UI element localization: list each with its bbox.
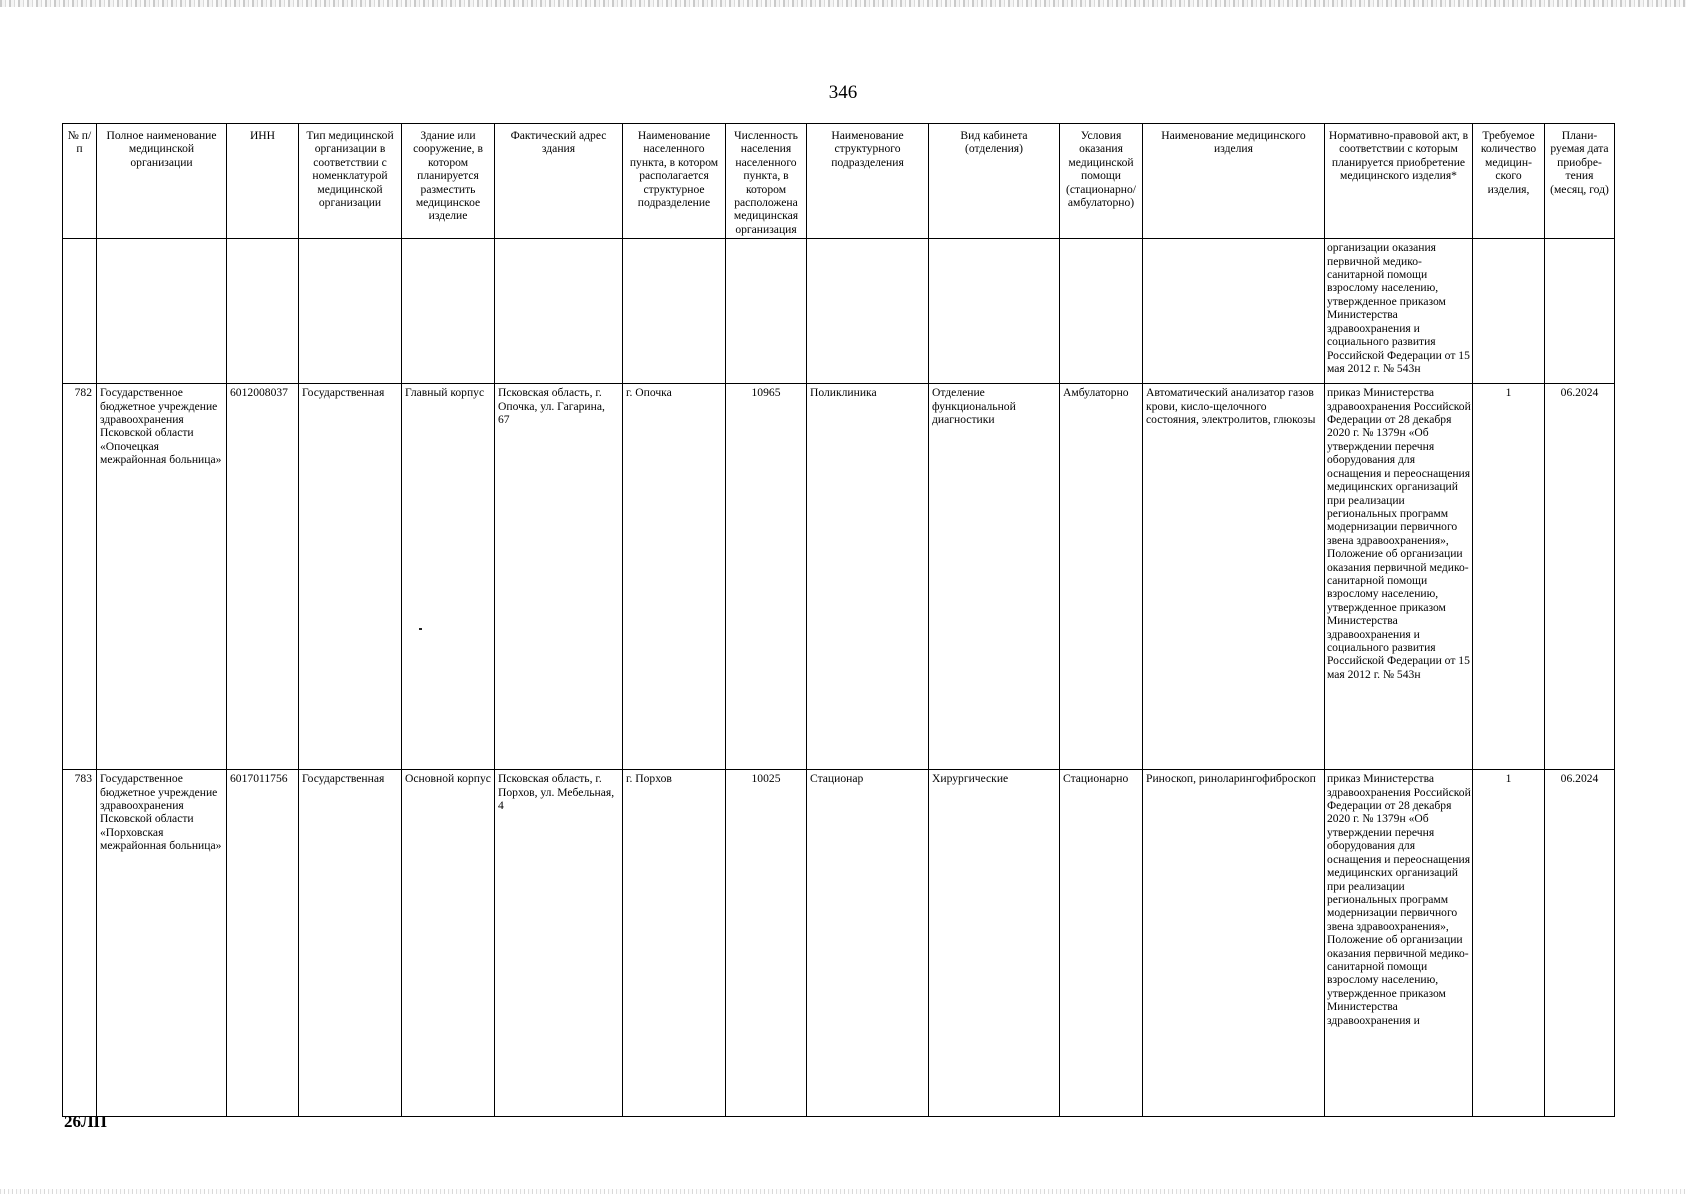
table-cell <box>227 239 299 384</box>
table-cell <box>402 239 495 384</box>
table-header-row <box>63 124 1615 239</box>
cell-building: Основной корпус <box>402 770 495 1117</box>
header-cell-building: Здание или сооружение, в котором планируется разместить медицинское изделие <box>402 124 495 239</box>
table-cell <box>807 239 929 384</box>
cell-date: 06.2024 <box>1545 770 1615 1117</box>
cell-address: Псковская область, г. Порхов, ул. Мебельная, 4 <box>495 770 623 1117</box>
header-cell-subdivision: Наименование структурного подразделения <box>807 124 929 239</box>
header-cell-locality: Наименование населенного пункта, в котором располагается структурное подразделение <box>623 124 726 239</box>
cell-org: Государственное бюджетное учреждение здравоохранения Псковской области «Опочецкая межрайонная больница» <box>97 384 227 770</box>
scan-edge-top <box>0 0 1686 7</box>
header-cell-address: Фактический адрес здания <box>495 124 623 239</box>
cell-type: Государственная <box>299 770 402 1117</box>
cell-org: Государственное бюджетное учреждение здравоохранения Псковской области «Порховская межрайонная больница» <box>97 770 227 1117</box>
cell-qty: 1 <box>1473 770 1545 1117</box>
cell-date: 06.2024 <box>1545 384 1615 770</box>
table-cell <box>97 239 227 384</box>
header-cell-org: Полное наименование медицинской организации <box>97 124 227 239</box>
cell-subdivision: Стационар <box>807 770 929 1117</box>
header-cell-npa: Нормативно-правовой акт, в соответствии с которым планируется приобретение медицинского изделия* <box>1325 124 1473 239</box>
cell-npa-continuation: организации оказания первичной медико-санитарной помощи взрослому населению, утвержденное приказом Министерства здравоохранения и социального развития Российской Федерации от 15 мая 2012 г. № 543н <box>1325 239 1473 384</box>
scan-edge-bottom <box>0 1189 1686 1194</box>
table-cell <box>623 239 726 384</box>
header-cell-inn: ИНН <box>227 124 299 239</box>
cell-conditions: Амбулаторно <box>1060 384 1143 770</box>
table-cell <box>1545 239 1615 384</box>
table-cell <box>1473 239 1545 384</box>
header-cell-type: Тип медицинской организации в соответствии с номенклатурой медицинской организации <box>299 124 402 239</box>
table-cell <box>1060 239 1143 384</box>
header-cell-population: Численность населения населенного пункта, в котором расположена медицинская организация <box>726 124 807 239</box>
header-cell-cabinet: Вид кабинета (отделения) <box>929 124 1060 239</box>
cell-conditions: Стационарно <box>1060 770 1143 1117</box>
cell-address: Псковская область, г. Опочка, ул. Гагарина, 67 <box>495 384 623 770</box>
cell-population: 10025 <box>726 770 807 1117</box>
cell-npa: приказ Министерства здравоохранения Российской Федерации от 28 декабря 2020 г. № 1379н «Об утверждении перечня оборудования для оснащения и переоснащения медицинских организаций при реализации региональных программ модернизации первичного звена здравоохранения», Положение об организации оказания первичной медико-санитарной помощи взрослому населению, утвержденное приказом Министерства здравоохранения и социального развития Российской Федерации от 15 мая 2012 г. № 543н <box>1325 384 1473 770</box>
header-cell-conditions: Условия оказания медицинской помощи (стационарно/ амбулаторно) <box>1060 124 1143 239</box>
cell-device: Риноскоп, риноларингофиброскоп <box>1143 770 1325 1117</box>
table-row-continuation <box>63 239 1615 384</box>
cell-num: 782 <box>63 384 97 770</box>
table-cell <box>63 239 97 384</box>
cell-cabinet: Отделение функциональной диагностики <box>929 384 1060 770</box>
cell-type: Государственная <box>299 384 402 770</box>
table-cell <box>299 239 402 384</box>
cell-population: 10965 <box>726 384 807 770</box>
header-cell-qty: Требуемое количество медицин-ского изделия, <box>1473 124 1545 239</box>
table-cell <box>1143 239 1325 384</box>
table-cell <box>929 239 1060 384</box>
header-cell-date: Плани-руемая дата приобре-тения (месяц, год) <box>1545 124 1615 239</box>
equipment-table <box>62 123 1615 1117</box>
cell-npa: приказ Министерства здравоохранения Российской Федерации от 28 декабря 2020 г. № 1379н «Об утверждении перечня оборудования для оснащения и переоснащения медицинских организаций при реализации региональных программ модернизации первичного звена здравоохранения», Положение об организации оказания первичной медико-санитарной помощи взрослому населению, утвержденное приказом Министерства здравоохранения и <box>1325 770 1473 1117</box>
scan-speck <box>419 628 422 630</box>
cell-cabinet: Хирургические <box>929 770 1060 1117</box>
cell-inn: 6012008037 <box>227 384 299 770</box>
cell-qty: 1 <box>1473 384 1545 770</box>
header-cell-num: № п/п <box>63 124 97 239</box>
cell-inn: 6017011756 <box>227 770 299 1117</box>
page-number: 346 <box>828 82 858 103</box>
cell-subdivision: Поликлиника <box>807 384 929 770</box>
header-cell-device: Наименование медицинского изделия <box>1143 124 1325 239</box>
cell-num: 783 <box>63 770 97 1117</box>
footer-code: 26ЛП <box>64 1112 107 1131</box>
table-cell <box>495 239 623 384</box>
table-row <box>63 384 1615 770</box>
cell-locality: г. Порхов <box>623 770 726 1117</box>
table-row <box>63 770 1615 1117</box>
cell-device: Автоматический анализатор газов крови, кисло-щелочного состояния, электролитов, глюкозы <box>1143 384 1325 770</box>
cell-building: Главный корпус <box>402 384 495 770</box>
table-cell <box>726 239 807 384</box>
cell-locality: г. Опочка <box>623 384 726 770</box>
